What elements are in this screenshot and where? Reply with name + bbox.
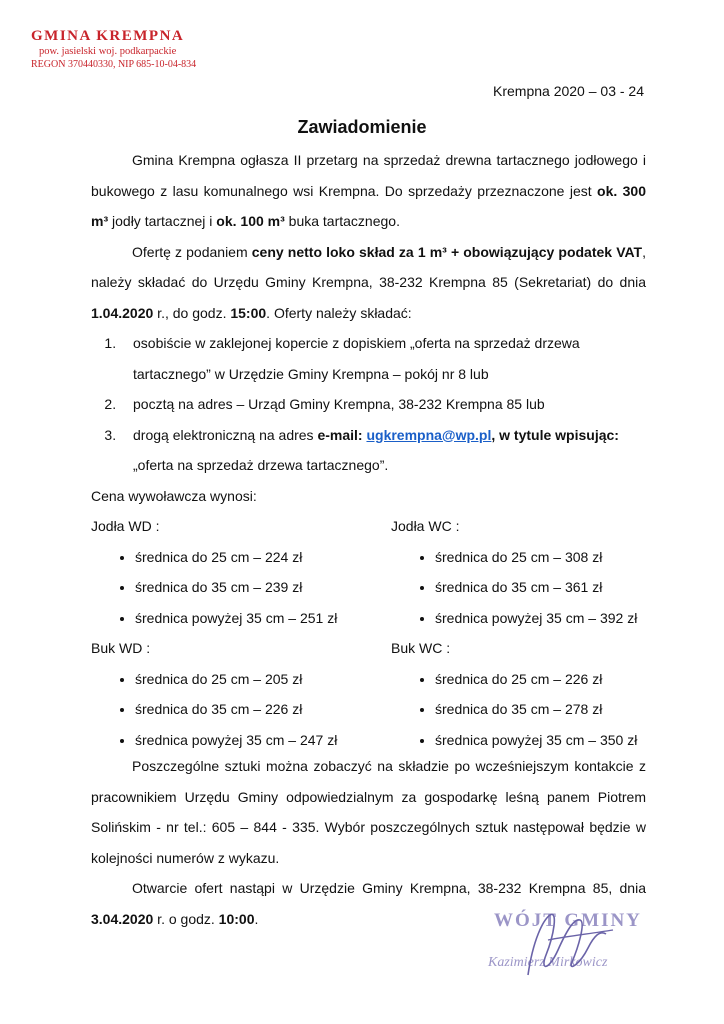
list-item: • średnica do 35 cm – 239 zł — [135, 572, 361, 603]
signature-stamp-title: WÓJT GMINY — [494, 910, 642, 931]
offer-deadline-date: 1.04.2020 — [91, 304, 154, 321]
paragraph-inspection: Poszczególne sztuki można zobaczyć na składzie po wcześniejszym kontakcie z pracownikiem Urzędu Gminy odpowiedzialnym za gospodarkę leśną panem Piotrem Solińskim - nr tel.: 605 – 844 - 335. Wybór poszczególnych sztuk następował będzie w kolejności numerów z wykazu. — [91, 758, 646, 866]
item3-title-text: „oferta na sprzedaż drzewa tartacznego”. — [133, 457, 389, 473]
list-item: • średnica do 35 cm – 278 zł — [435, 694, 661, 725]
price-list-jodla-wc — [391, 542, 661, 634]
submission-methods-list — [91, 328, 646, 481]
offer-price-terms: ceny netto loko skład za 1 m³ + obowiązujący podatek VAT — [251, 243, 643, 260]
list-item: 2. pocztą na adres – Urząd Gminy Krempna, 38-232 Krempna 85 lub — [120, 389, 646, 420]
offer-text-3: r., do godz. — [153, 304, 231, 321]
price-list-buk-wc — [391, 664, 661, 756]
item3-title-label: , w tytule wpisując: — [491, 426, 619, 443]
opening-time: 10:00 — [218, 910, 255, 927]
list-item: • średnica do 25 cm – 308 zł — [435, 542, 661, 573]
list-item: 1. osobiście w zaklejonej kopercie z dopiskiem „oferta na sprzedaż drzewa tartacznego” w Urzędzie Gminy Krempna – pokój nr 8 lub — [120, 328, 646, 389]
offer-text: Ofertę z podaniem — [132, 243, 252, 260]
list-item: • średnica do 25 cm – 205 zł — [135, 664, 361, 695]
list-item: • średnica do 35 cm – 226 zł — [135, 694, 361, 725]
signature-stamp — [488, 900, 658, 990]
item3-text: drogą elektroniczną na adres — [133, 426, 318, 443]
offer-text-2: , należy składać do Urzędu Gminy Krempna, 38-232 Krempna 85 (Sekretariat) do dnia — [91, 243, 647, 290]
document-date: Krempna 2020 – 03 - 24 — [493, 83, 644, 99]
list-item: • średnica powyżej 35 cm – 251 zł — [135, 603, 361, 634]
intro-text-3: buka tartacznego. — [284, 213, 400, 229]
list-item: • średnica powyżej 35 cm – 247 zł — [135, 725, 361, 756]
opening-text-2: r. o godz. — [153, 910, 219, 927]
beech-volume: ok. 100 m³ — [216, 213, 285, 229]
heading-buk-wc: Buk WC : — [391, 640, 451, 656]
heading-jodla-wd: Jodła WD : — [91, 518, 160, 534]
offer-text-4: . Oferty należy składać: — [266, 304, 412, 321]
opening-text: Otwarcie ofert nastąpi w Urzędzie Gminy Krempna, 38-232 Krempna 85, dnia — [132, 880, 646, 896]
intro-text-2: jodły tartacznej i — [108, 213, 217, 229]
price-columns — [91, 511, 646, 751]
opening-date: 3.04.2020 — [91, 910, 154, 927]
stamp-name: GMINA KREMPNA — [31, 28, 185, 44]
price-column-wc — [391, 511, 661, 755]
offer-deadline-time: 15:00 — [230, 304, 267, 321]
document-title: Zawiadomienie — [297, 117, 427, 137]
list-item: • średnica powyżej 35 cm – 392 zł — [435, 603, 661, 634]
list-item — [120, 420, 646, 481]
email-link[interactable]: ugkrempna@wp.pl — [366, 426, 492, 443]
price-list-buk-wd — [91, 664, 361, 756]
stamp-region: pow. jasielski woj. podkarpackie — [39, 46, 177, 57]
office-stamp — [31, 28, 196, 71]
price-list-jodla-wd — [91, 542, 361, 634]
handwritten-signature — [488, 900, 658, 990]
paragraph-intro — [91, 145, 646, 237]
heading-buk-wd: Buk WD : — [91, 640, 151, 656]
list-item: • średnica powyżej 35 cm – 350 zł — [435, 725, 661, 756]
heading-jodla-wc: Jodła WC : — [391, 518, 460, 534]
email-label: e-mail: — [317, 426, 363, 443]
intro-text: Gmina Krempna ogłasza II przetarg na sprzedaż drewna tartacznego jodłowego i bukowego z lasu komunalnego wsi Krempna. Do sprzedaży przeznaczone jest — [91, 152, 646, 199]
paragraph-offer — [91, 237, 646, 329]
opening-text-3: . — [254, 910, 259, 927]
list-item: • średnica do 25 cm – 224 zł — [135, 542, 361, 573]
price-intro: Cena wywoławcza wynosi: — [91, 487, 257, 504]
list-item: • średnica do 35 cm – 361 zł — [435, 572, 661, 603]
stamp-regon: REGON 370440330, NIP 685-10-04-834 — [31, 59, 197, 70]
document-body — [91, 145, 646, 934]
list-item: • średnica do 25 cm – 226 zł — [435, 664, 661, 695]
price-column-wd — [91, 511, 361, 755]
fir-volume: ok. 300 m³ — [91, 182, 646, 229]
signature-stamp-name: Kazimierz Mirkowicz — [488, 955, 608, 970]
